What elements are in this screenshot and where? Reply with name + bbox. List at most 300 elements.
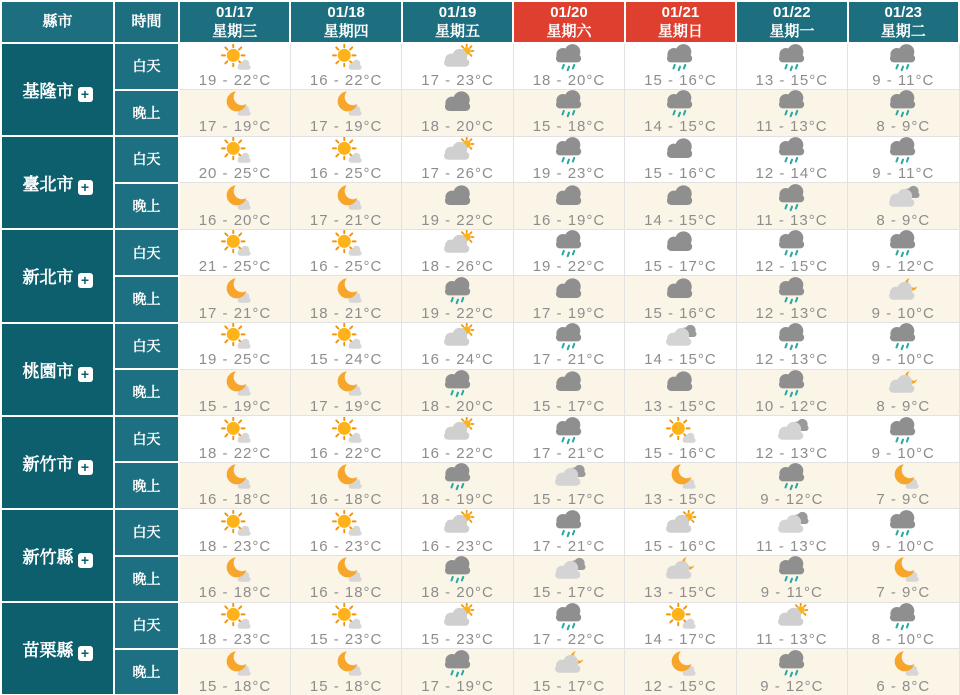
forecast-cell: [402, 462, 513, 509]
forecast-cell: [290, 509, 401, 556]
header-date: 01/20: [550, 3, 588, 21]
forecast-cell: [848, 183, 959, 230]
forecast-cell: [179, 136, 290, 183]
clouds-icon: [772, 511, 812, 538]
forecast-cell: [736, 369, 847, 416]
rain-icon: [660, 91, 700, 118]
sun-icon: [215, 138, 255, 165]
temperature-range: 9 - 10°C: [871, 444, 935, 462]
moon-icon: [883, 651, 923, 678]
rain-icon: [549, 324, 589, 351]
rain-icon: [438, 557, 478, 584]
column-header-01-21: [625, 1, 736, 43]
forecast-cell: [625, 90, 736, 137]
moon-icon: [215, 278, 255, 305]
temperature-range: 17 - 21°C: [532, 351, 606, 369]
cloud-icon: [660, 231, 700, 258]
temperature-range: 8 - 9°C: [876, 397, 931, 415]
temperature-range: 16 - 25°C: [309, 258, 383, 276]
moon-icon: [326, 91, 366, 118]
rain-icon: [883, 418, 923, 445]
period-label-day: 白天: [114, 602, 179, 649]
forecast-cell: [290, 229, 401, 276]
forecast-cell: [848, 649, 959, 695]
forecast-cell: [513, 276, 624, 323]
rain-icon: [772, 371, 812, 398]
expand-plus-icon[interactable]: +: [78, 273, 93, 288]
period-label-night: 晚上: [114, 276, 179, 323]
rain-icon: [549, 604, 589, 631]
temperature-range: 16 - 22°C: [309, 444, 383, 462]
expand-plus-icon[interactable]: +: [78, 460, 93, 475]
temperature-range: 17 - 19°C: [309, 397, 383, 415]
cloud-sun-icon: [438, 324, 478, 351]
forecast-cell: [179, 649, 290, 695]
forecast-cell: [848, 509, 959, 556]
rain-icon: [438, 278, 478, 305]
forecast-cell: [848, 136, 959, 183]
temperature-range: 17 - 23°C: [421, 72, 494, 90]
temperature-range: 18 - 26°C: [421, 258, 494, 276]
temperature-range: 12 - 15°C: [755, 258, 829, 276]
temperature-range: 18 - 20°C: [421, 397, 494, 415]
temperature-range: 8 - 9°C: [876, 118, 931, 136]
cloud-icon: [660, 371, 700, 398]
clouds-icon: [660, 324, 700, 351]
temperature-range: 15 - 23°C: [421, 630, 494, 648]
forecast-cell: [513, 416, 624, 463]
rain-icon: [549, 418, 589, 445]
temperature-range: 13 - 15°C: [644, 584, 717, 602]
rain-icon: [772, 464, 812, 491]
temperature-range: 17 - 19°C: [198, 118, 272, 136]
rain-icon: [883, 324, 923, 351]
temperature-range: 7 - 9°C: [876, 491, 931, 509]
rain-icon: [772, 557, 812, 584]
temperature-range: 16 - 18°C: [198, 491, 272, 509]
temperature-range: 15 - 17°C: [532, 491, 606, 509]
sun-icon: [215, 45, 255, 72]
temperature-range: 18 - 19°C: [421, 491, 494, 509]
table-header: [1, 1, 959, 43]
moon-icon: [326, 371, 366, 398]
table-row: [1, 183, 959, 230]
forecast-cell: [402, 509, 513, 556]
forecast-cell: [402, 229, 513, 276]
expand-plus-icon[interactable]: +: [78, 180, 93, 195]
moon-icon: [326, 185, 366, 212]
forecast-cell: [625, 276, 736, 323]
forecast-cell: [625, 602, 736, 649]
period-label-day: 白天: [114, 136, 179, 183]
expand-plus-icon[interactable]: +: [78, 87, 93, 102]
forecast-cell: [625, 509, 736, 556]
period-label-night: 晚上: [114, 556, 179, 603]
forecast-cell: [513, 509, 624, 556]
temperature-range: 17 - 22°C: [532, 630, 606, 648]
forecast-cell: [179, 462, 290, 509]
table-row: [1, 43, 959, 90]
temperature-range: 15 - 24°C: [309, 351, 383, 369]
city-name: 桃園市: [22, 361, 74, 381]
temperature-range: 18 - 20°C: [421, 584, 494, 602]
forecast-cell: [402, 136, 513, 183]
sun-icon: [326, 511, 366, 538]
period-label-night: 晚上: [114, 369, 179, 416]
cloud-icon: [660, 185, 700, 212]
period-label-night: 晚上: [114, 462, 179, 509]
temperature-range: 14 - 15°C: [644, 118, 717, 136]
city-name: 新竹縣: [22, 548, 74, 568]
cloud-icon: [660, 278, 700, 305]
forecast-cell: [736, 90, 847, 137]
temperature-range: 15 - 16°C: [644, 304, 717, 322]
cloud-sun-icon: [438, 138, 478, 165]
expand-plus-icon[interactable]: +: [78, 367, 93, 382]
temperature-range: 17 - 21°C: [198, 304, 272, 322]
temperature-range: 16 - 20°C: [198, 211, 272, 229]
expand-plus-icon[interactable]: +: [78, 553, 93, 568]
expand-plus-icon[interactable]: +: [78, 646, 93, 661]
rain-icon: [772, 231, 812, 258]
cloud-sun-icon: [660, 511, 700, 538]
table-row: [1, 602, 959, 649]
forecast-cell: [290, 462, 401, 509]
moon-icon: [660, 464, 700, 491]
forecast-cell: [290, 276, 401, 323]
city-row-header-6[interactable]: [1, 602, 114, 695]
forecast-cell: [179, 556, 290, 603]
forecast-cell: [625, 416, 736, 463]
rain-icon: [772, 138, 812, 165]
sun-icon: [215, 324, 255, 351]
forecast-cell: [513, 323, 624, 370]
temperature-range: 19 - 22°C: [532, 258, 606, 276]
city-row-header-1[interactable]: [1, 136, 114, 229]
header-weekday: 星期四: [323, 23, 369, 40]
header-weekday: 星期一: [769, 23, 815, 40]
sun-icon: [660, 604, 700, 631]
forecast-cell: [179, 323, 290, 370]
forecast-cell: [290, 43, 401, 90]
clouds-icon: [883, 185, 923, 212]
moon-icon: [660, 651, 700, 678]
forecast-cell: [513, 229, 624, 276]
temperature-range: 11 - 13°C: [756, 211, 828, 229]
temperature-range: 15 - 16°C: [644, 444, 717, 462]
temperature-range: 16 - 22°C: [309, 72, 383, 90]
forecast-cell: [848, 369, 959, 416]
table-body: [1, 43, 959, 695]
temperature-range: 12 - 15°C: [644, 677, 717, 695]
sun-icon: [660, 418, 700, 445]
cloud-icon: [549, 185, 589, 212]
forecast-cell: [736, 276, 847, 323]
header-date: 01/17: [215, 3, 254, 21]
rain-icon: [438, 651, 478, 678]
moon-icon: [215, 464, 255, 491]
forecast-cell: [848, 556, 959, 603]
moon-icon: [215, 651, 255, 678]
temperature-range: 15 - 19°C: [198, 397, 272, 415]
forecast-cell: [513, 183, 624, 230]
forecast-cell: [736, 229, 847, 276]
forecast-cell: [513, 556, 624, 603]
forecast-cell: [179, 602, 290, 649]
forecast-cell: [848, 462, 959, 509]
forecast-cell: [179, 229, 290, 276]
temperature-range: 19 - 22°C: [421, 211, 494, 229]
rain-icon: [549, 511, 589, 538]
temperature-range: 18 - 20°C: [532, 72, 606, 90]
temperature-range: 19 - 25°C: [198, 351, 272, 369]
forecast-cell: [513, 369, 624, 416]
sun-icon: [326, 45, 366, 72]
forecast-cell: [402, 416, 513, 463]
forecast-cell: [736, 136, 847, 183]
temperature-range: 15 - 17°C: [644, 258, 717, 276]
table-row: [1, 416, 959, 463]
time-column-header: 時間: [114, 1, 179, 43]
header-date: 01/22: [773, 3, 811, 21]
temperature-range: 15 - 16°C: [644, 72, 717, 90]
temperature-range: 6 - 8°C: [876, 677, 931, 695]
moon-icon: [326, 278, 366, 305]
temperature-range: 15 - 17°C: [532, 584, 606, 602]
sun-icon: [215, 511, 255, 538]
temperature-range: 8 - 10°C: [871, 630, 935, 648]
city-name: 臺北市: [22, 175, 74, 195]
table-row: [1, 369, 959, 416]
column-header-01-20: [513, 1, 624, 43]
header-weekday: 星期二: [880, 23, 926, 40]
temperature-range: 9 - 10°C: [871, 351, 935, 369]
clouds-icon: [549, 464, 589, 491]
cloud-moon-icon: [549, 651, 589, 678]
forecast-cell: [402, 649, 513, 695]
rain-icon: [438, 464, 478, 491]
period-label-day: 白天: [114, 229, 179, 276]
temperature-range: 9 - 12°C: [871, 258, 935, 276]
table-row: [1, 462, 959, 509]
forecast-cell: [179, 43, 290, 90]
temperature-range: 7 - 9°C: [876, 584, 931, 602]
forecast-cell: [179, 183, 290, 230]
table-row: [1, 323, 959, 370]
forecast-cell: [179, 509, 290, 556]
forecast-cell: [848, 90, 959, 137]
temperature-range: 17 - 21°C: [532, 444, 606, 462]
rain-icon: [772, 651, 812, 678]
forecast-cell: [290, 183, 401, 230]
sun-icon: [215, 418, 255, 445]
rain-icon: [549, 231, 589, 258]
temperature-range: 20 - 25°C: [198, 164, 272, 182]
header-weekday: 星期六: [546, 23, 592, 40]
forecast-cell: [736, 556, 847, 603]
forecast-cell: [179, 369, 290, 416]
column-header-01-22: [736, 1, 847, 43]
temperature-range: 16 - 18°C: [309, 584, 383, 602]
city-name: 苗栗縣: [22, 641, 74, 661]
city-row-header-4[interactable]: [1, 416, 114, 509]
cloud-sun-icon: [438, 45, 478, 72]
table-row: [1, 509, 959, 556]
forecast-cell: [290, 649, 401, 695]
forecast-cell: [736, 183, 847, 230]
temperature-range: 13 - 15°C: [644, 491, 717, 509]
forecast-cell: [179, 416, 290, 463]
period-label-day: 白天: [114, 416, 179, 463]
temperature-range: 14 - 15°C: [644, 211, 717, 229]
city-row-header-2[interactable]: [1, 229, 114, 322]
temperature-range: 13 - 15°C: [755, 72, 829, 90]
moon-icon: [215, 371, 255, 398]
temperature-range: 9 - 11°C: [760, 584, 823, 602]
period-label-night: 晚上: [114, 183, 179, 230]
temperature-range: 13 - 15°C: [644, 397, 717, 415]
temperature-range: 18 - 23°C: [198, 537, 272, 555]
cloud-moon-icon: [660, 557, 700, 584]
temperature-range: 18 - 21°C: [309, 304, 383, 322]
forecast-cell: [513, 462, 624, 509]
temperature-range: 14 - 15°C: [644, 351, 717, 369]
period-label-night: 晚上: [114, 90, 179, 137]
temperature-range: 16 - 23°C: [421, 537, 494, 555]
temperature-range: 12 - 13°C: [755, 444, 829, 462]
city-row-header-0[interactable]: [1, 43, 114, 136]
header-date: 01/23: [884, 3, 923, 21]
forecast-cell: [513, 90, 624, 137]
temperature-range: 16 - 19°C: [532, 211, 606, 229]
sun-icon: [215, 231, 255, 258]
forecast-cell: [625, 369, 736, 416]
temperature-range: 16 - 18°C: [198, 584, 272, 602]
temperature-range: 15 - 18°C: [532, 118, 606, 136]
temperature-range: 15 - 17°C: [532, 397, 606, 415]
header-date: 01/21: [661, 3, 700, 21]
sun-icon: [326, 324, 366, 351]
temperature-range: 17 - 19°C: [421, 677, 494, 695]
forecast-cell: [513, 43, 624, 90]
forecast-cell: [625, 556, 736, 603]
cloud-moon-icon: [883, 278, 923, 305]
header-date: 01/19: [438, 3, 477, 21]
temperature-range: 16 - 24°C: [421, 351, 494, 369]
forecast-cell: [402, 90, 513, 137]
temperature-range: 15 - 18°C: [198, 677, 272, 695]
forecast-cell: [625, 323, 736, 370]
temperature-range: 17 - 21°C: [309, 211, 383, 229]
table-row: [1, 556, 959, 603]
forecast-cell: [736, 649, 847, 695]
forecast-cell: [625, 43, 736, 90]
forecast-cell: [736, 416, 847, 463]
forecast-cell: [736, 462, 847, 509]
header-weekday: 星期五: [435, 23, 481, 40]
temperature-range: 8 - 9°C: [876, 211, 931, 229]
temperature-range: 17 - 21°C: [532, 537, 606, 555]
column-header-01-17: [179, 1, 290, 43]
rain-icon: [438, 371, 478, 398]
temperature-range: 15 - 16°C: [644, 164, 717, 182]
temperature-range: 11 - 13°C: [756, 537, 828, 555]
moon-icon: [215, 91, 255, 118]
cloud-sun-icon: [438, 511, 478, 538]
temperature-range: 16 - 22°C: [421, 444, 494, 462]
temperature-range: 17 - 19°C: [309, 118, 383, 136]
temperature-range: 15 - 17°C: [532, 677, 606, 695]
moon-icon: [215, 185, 255, 212]
cloud-sun-icon: [438, 418, 478, 445]
forecast-cell: [848, 43, 959, 90]
temperature-range: 12 - 13°C: [755, 304, 829, 322]
sun-icon: [326, 231, 366, 258]
rain-icon: [883, 231, 923, 258]
forecast-cell: [402, 323, 513, 370]
temperature-range: 16 - 25°C: [309, 164, 383, 182]
column-header-01-18: [290, 1, 401, 43]
forecast-cell: [625, 183, 736, 230]
forecast-cell: [848, 276, 959, 323]
temperature-range: 19 - 22°C: [421, 304, 494, 322]
forecast-cell: [290, 90, 401, 137]
forecast-cell: [625, 136, 736, 183]
header-weekday: 星期日: [657, 23, 703, 40]
table-row: [1, 136, 959, 183]
temperature-range: 15 - 16°C: [644, 537, 717, 555]
rain-icon: [772, 278, 812, 305]
forecast-cell: [625, 649, 736, 695]
temperature-range: 17 - 26°C: [421, 164, 494, 182]
cloud-icon: [438, 91, 478, 118]
table-row: [1, 649, 959, 695]
forecast-cell: [736, 323, 847, 370]
forecast-cell: [402, 276, 513, 323]
city-row-header-3[interactable]: [1, 323, 114, 416]
forecast-cell: [848, 416, 959, 463]
temperature-range: 15 - 18°C: [309, 677, 383, 695]
rain-icon: [772, 185, 812, 212]
city-row-header-5[interactable]: [1, 509, 114, 602]
sun-icon: [326, 604, 366, 631]
temperature-range: 16 - 23°C: [309, 537, 383, 555]
rain-icon: [883, 511, 923, 538]
forecast-cell: [513, 602, 624, 649]
temperature-range: 12 - 14°C: [755, 164, 829, 182]
rain-icon: [772, 324, 812, 351]
forecast-cell: [513, 136, 624, 183]
temperature-range: 18 - 23°C: [198, 630, 272, 648]
table-row: [1, 276, 959, 323]
clouds-icon: [772, 418, 812, 445]
forecast-cell: [848, 602, 959, 649]
rain-icon: [549, 138, 589, 165]
city-name: 新竹市: [22, 454, 74, 474]
rain-icon: [883, 604, 923, 631]
moon-icon: [326, 651, 366, 678]
forecast-cell: [290, 556, 401, 603]
forecast-cell: [290, 323, 401, 370]
forecast-cell: [736, 43, 847, 90]
city-name: 新北市: [22, 268, 74, 288]
temperature-range: 12 - 13°C: [755, 351, 829, 369]
moon-icon: [883, 464, 923, 491]
temperature-range: 9 - 11°C: [872, 164, 935, 182]
forecast-cell: [290, 136, 401, 183]
temperature-range: 9 - 10°C: [871, 304, 935, 322]
county-column-header: 縣市: [1, 1, 114, 43]
